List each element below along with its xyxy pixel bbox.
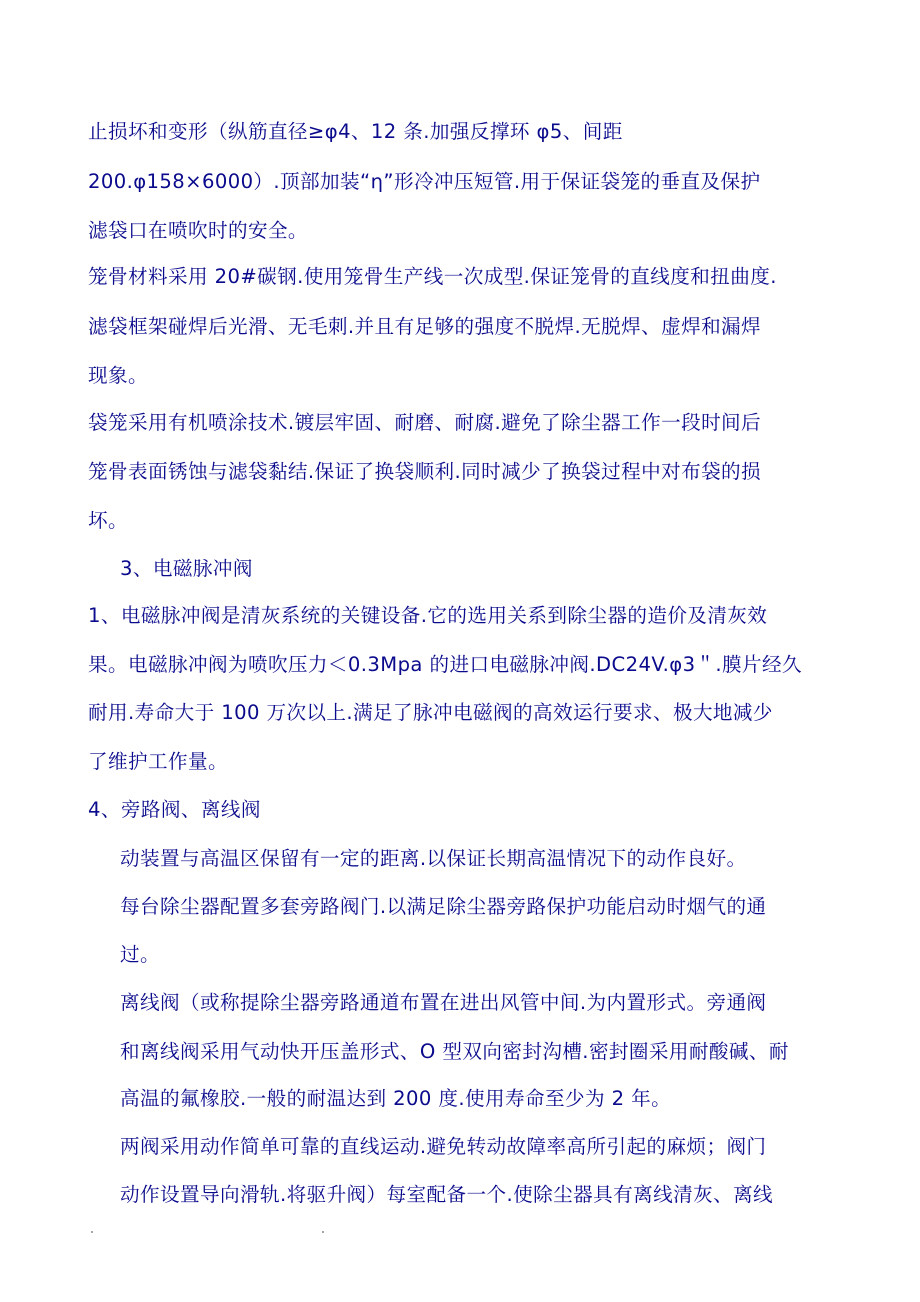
text-line-13: 耐用.寿命大于 100 万次以上.满足了脉冲电磁阀的高效运行要求、极大地减少	[88, 701, 773, 724]
text-line-19: 离线阀（或称提除尘器旁路通道布置在进出风管中间.为内置形式。旁通阀	[120, 991, 767, 1014]
text-line-14: 了维护工作量。	[88, 750, 228, 773]
text-line-22: 两阀采用动作简单可靠的直线运动.避免转动故障率高所引起的麻烦；阀门	[120, 1135, 767, 1158]
text-line-2: 200.φ158×6000）.顶部加装“η”形冷冲压短管.用于保证袋笼的垂直及保护	[88, 170, 761, 193]
text-line-7: 袋笼采用有机喷涂技术.镀层牢固、耐磨、耐腐.避免了除尘器工作一段时间后	[88, 411, 762, 434]
footer-dot-left	[91, 1231, 93, 1233]
text-line-18: 过。	[120, 943, 160, 966]
text-line-8: 笼骨表面锈蚀与滤袋黏结.保证了换袋顺利.同时减少了换袋过程中对布袋的损	[88, 460, 762, 483]
text-line-16: 动装置与高温区保留有一定的距离.以保证长期高温情况下的动作良好。	[120, 847, 747, 870]
text-line-4: 笼骨材料采用 20#碳钢.使用笼骨生产线一次成型.保证笼骨的直线度和扭曲度.	[88, 265, 777, 288]
text-line-5: 滤袋框架碰焊后光滑、无毛刺.并且有足够的强度不脱焊.无脱焊、虚焊和漏焊	[88, 315, 762, 338]
text-line-21: 高温的氟橡胶.一般的耐温达到 200 度.使用寿命至少为 2 年。	[120, 1087, 672, 1110]
section-heading-4: 4、旁路阀、离线阀	[88, 798, 261, 821]
text-line-17: 每台除尘器配置多套旁路阀门.以满足除尘器旁路保护功能启动时烟气的通	[120, 895, 767, 918]
text-line-9: 坏。	[88, 509, 128, 532]
text-line-6: 现象。	[88, 364, 148, 387]
section-heading-3: 3、电磁脉冲阀	[120, 557, 253, 580]
text-line-20: 和离线阀采用气动快开压盖形式、O 型双向密封沟槽.密封圈采用耐酸碱、耐	[120, 1040, 789, 1063]
text-line-1: 止损坏和变形（纵筋直径≥φ4、12 条.加强反撑环 φ5、间距	[88, 120, 623, 143]
text-line-3: 滤袋口在喷吹时的安全。	[88, 219, 308, 242]
footer-dot-right	[322, 1231, 324, 1233]
text-line-11: 1、电磁脉冲阀是清灰系统的关键设备.它的选用关系到除尘器的造价及清灰效	[88, 604, 768, 627]
text-line-23: 动作设置导向滑轨.将驱升阀）每室配备一个.使除尘器具有离线清灰、离线	[120, 1183, 774, 1206]
text-line-12: 果。电磁脉冲阀为喷吹压力＜0.3Mpa 的进口电磁脉冲阀.DC24V.φ3＂.膜片经久	[88, 653, 803, 676]
